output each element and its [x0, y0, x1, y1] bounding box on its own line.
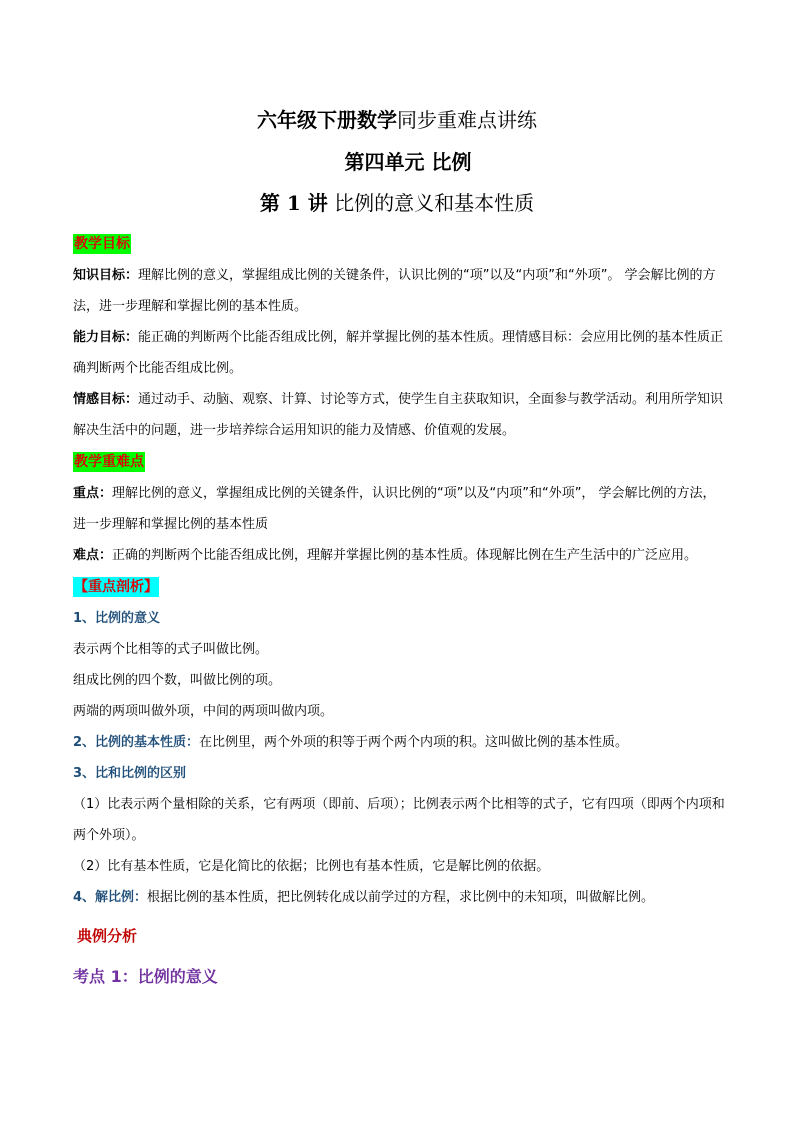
analysis-heading: 【重点剖析】: [74, 579, 158, 595]
knowledge-goal: 知识目标：理解比例的意义，掌握组成比例的关键条件，认识比例的“项”以及“内项”和“外项”。 学会解比例的方法，进一步理解和掌握比例的基本性质。: [73, 268, 716, 314]
teaching-goals-heading: 教学目标: [74, 236, 130, 252]
document-body: [73, 228, 725, 997]
section-2: 2、比例的基本性质：在比例里，两个外项的积等于两个两个内项的积。这叫做比例的基本性质。: [73, 735, 629, 750]
examples-heading: 典例分析: [77, 927, 138, 945]
section-1-line-1: 表示两个比相等的式子叫做比例。: [73, 642, 269, 657]
section-1-title: 1、比例的意义: [73, 611, 161, 626]
section-3-line-1: （1）比表示两个量相除的关系，它有两项（即前、后项）；比例表示两个比相等的式子，它有四项（即两个内项和两个外项）。: [73, 797, 725, 843]
section-3-title: 3、比和比例的区别: [73, 766, 187, 781]
section-4: 4、解比例：根据比例的基本性质，把比例转化成以前学过的方程，求比例中的未知项，叫做解比例。: [73, 890, 655, 905]
lesson-title: 第 1 讲 比例的意义和基本性质: [259, 191, 535, 215]
ability-goal: 能力目标：能正确的判断两个比能否组成比例，解并掌握比例的基本性质。理情感目标：会应用比例的基本性质正确判断两个比能否组成比例。: [73, 330, 724, 376]
section-1-line-3: 两端的两项叫做外项，中间的两项叫做内项。: [73, 704, 334, 719]
difficulty-point: 难点：正确的判断两个比能否组成比例，理解并掌握比例的基本性质。体现解比例在生产生活中的广泛应用。: [73, 548, 698, 563]
document-title: 六年级下册数学同步重难点讲练: [257, 108, 537, 132]
section-1-line-2: 组成比例的四个数，叫做比例的项。: [73, 673, 282, 688]
point-1-title: 考点 1：比例的意义: [73, 967, 218, 986]
focus-point: 重点：理解比例的意义，掌握组成比例的关键条件，认识比例的“项”以及“内项”和“外项”， 学会解比例的方法，进一步理解和掌握比例的基本性质: [73, 486, 716, 532]
section-3-line-2: （2）比有基本性质，它是化简比的依据；比例也有基本性质，它是解比例的依据。: [73, 859, 550, 874]
key-points-heading: 教学重难点: [74, 454, 144, 470]
emotion-goal: 情感目标：通过动手、动脑、观察、计算、讨论等方式，使学生自主获取知识，全面参与教学活动。利用所学知识解决生活中的问题，进一步培养综合运用知识的能力及情感、价值观的发展。: [73, 392, 724, 438]
unit-title: 第四单元 比例: [344, 150, 472, 174]
